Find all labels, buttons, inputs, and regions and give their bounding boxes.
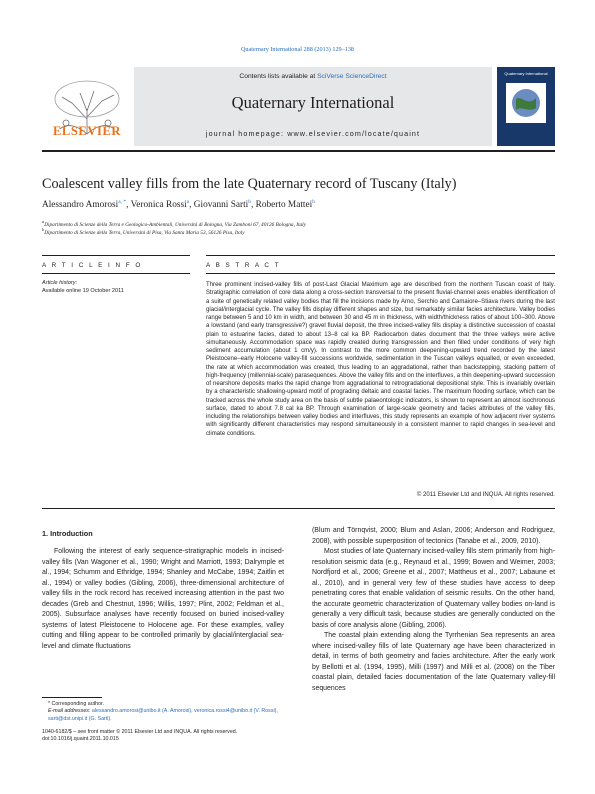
- journal-title: Quaternary International: [231, 93, 395, 112]
- article-info-rule: [42, 255, 190, 256]
- article-info-heading: A R T I C L E I N F O: [42, 262, 143, 269]
- email-list[interactable]: alessandro.amorosi@unibo.it (A. Amorosi), veronica.rossi4@unibo.it (V. Rossi), sarti@dst.unipi.it (G. Sarti).: [48, 708, 278, 722]
- intro-paragraph: Most studies of late Quaternary incised-valley fills stem primarily from high-resolution seismic data (e.g., Reynaud et al., 1999; Bowen and Weimer, 2003; Nordfjord et al., 2006; Greene et al., 2007; Mattheus et al., 2007; Labaune et al., 2010), and in general very few of these studies have access to deep penetrating cores that enable validation of seismic results. On the other hand, the accurate geometric characterization of Quaternary valley bodies on-land is generally a very difficult task, because studies are generally conducted on the basis of core analysis alone (Gibling, 2006).: [312, 548, 555, 629]
- author-name: Roberto Mattei: [255, 200, 313, 211]
- affiliation-text: Dipartimento di Scienze della Terra e Geologico-Ambientali, Università di Bologna, Via Zamboni 67, 40126 Bologna, Italy: [44, 221, 306, 228]
- publication-info: [42, 729, 342, 744]
- cover-image: [506, 83, 546, 123]
- contents-prefix: Contents lists available at: [239, 73, 318, 80]
- paper-title: Coalescent valley fills from the late Quaternary record of Tuscany (Italy): [42, 176, 457, 192]
- author-name: Veronica Rossi: [130, 200, 187, 211]
- intro-paragraph: The coastal plain extending along the Tyrrhenian Sea represents an area where incised-valley fills of late Quaternary age have been characterized in detail, in terms of both geometry and facies architecture. After the early work by Bellotti et al. (1994, 1995), Milli (1997) and Milli et al. (2008) on the Tiber coastal plain, detailed facies documentation of the late Quaternary valley-fill sequences: [312, 632, 555, 692]
- header-rule: [42, 150, 555, 152]
- author-list: Alessandro Amorosi$^{a, *}$, Veronica Rossi$^a$, Giovanni Sarti$^b$, Roberto Mattei$^b$: [42, 199, 315, 211]
- affiliation-sup: a: [42, 219, 45, 224]
- journal-cover-thumbnail: [497, 67, 555, 146]
- abstract-text: Three prominent incised-valley fills of post-Last Glacial Maximum age are described from the northern Tuscan coast of Italy. Stratigraphic correlation of core data along a cross-section transversal to the present fluvial-channel axes enables identification of a suite of genetically related valley bodies that fill the incisions made by Arno, Serchio and Camaiore–Stiava rivers during the last glacial/interglacial cycle. The valley fills display different shapes and size, but remarkably similar facies architecture. Valley bodies range between 5 and 10 km in width, and between 30 and 45 m in thickness, with width/thickness ratios of about 100–300. Above a lowstand (and early transgressive?) gravel fluvial deposit, the three incised-valley fills display a distinctive succession of coastal plain to estuarine facies, dated to about 13–8 cal ka BP. Radiocarbon dates document that the three valleys were active simultaneously. Accommodation space was rapidly created during transgression and then filled under conditions of very high sediment accumulation (about 1 cm/y). In contrast to the more common deepening-upward trend recorded by the latest Pleistocene–early Holocene valley-fill successions worldwide, sedimentation in the Tuscan valleys equalled, or even exceeded, the rate at which accommodation was created, thus leading to an aggradational, rather than backstepping, stacking pattern of high-frequency (millennial-scale) parasequences. Above the valley fills and on the interfluves, a thin deepening-upward succession of nearshore deposits marks the rapid change from aggradational to retrogradational depositional style. This is invariably overlain by a characteristic shallowing-upward motif of prograding deltaic and coastal facies. The maximum flooding surface, which can be tracked across the whole study area on the basis of subtle palaeontologic indicators, is shown to represent an almost isochronous surface, dated to about 7.8 cal ka BP. Through examination of large-scale geometry and facies attributes of the valley fills, including the relationships between valley bodies and interfluves, this study represents an example of how adjacent river systems with significantly different characteristics may respond simultaneously in a consistent manner to rapid changes in sea-level and climate conditions.: [206, 282, 555, 437]
- author-name: Giovanni Sarti: [193, 200, 249, 211]
- author-name: Alessandro Amorosi: [42, 200, 119, 211]
- author-sup[interactable]: b: [248, 199, 251, 205]
- author-sup[interactable]: b: [312, 199, 315, 205]
- contents-line: [134, 73, 492, 80]
- journal-homepage[interactable]: journal homepage: www.elsevier.com/locate/quaint: [205, 129, 421, 138]
- affiliation-text: Dipartimento di Scienze della Terra, Università di Pisa, Via Santa Maria 53, 56126 Pisa, Italy: [44, 229, 245, 236]
- cover-globe-icon: [506, 83, 546, 123]
- doi-line[interactable]: doi:10.1016/j.quaint.2011.10.015: [42, 736, 119, 743]
- email-label: E-mail addresses:: [48, 708, 91, 715]
- intro-paragraph: (Blum and Törnqvist, 2000; Blum and Aslan, 2006; Anderson and Rodriguez, 2008), with possible superposition of tectonics (Tanabe et al., 2009, 2010).: [312, 527, 555, 545]
- running-head[interactable]: Quaternary International 288 (2013) 129–138: [240, 46, 355, 53]
- intro-right-column: [312, 526, 555, 694]
- issn-line: 1040-6182/$ – see front matter © 2011 Elsevier Ltd and INQUA. All rights reserved.: [42, 729, 238, 735]
- section-heading-introduction: 1. Introduction: [42, 529, 93, 538]
- affiliation-sup: b: [42, 227, 45, 232]
- article-history-value: Available online 19 October 2011: [42, 288, 124, 294]
- abstract-rule: [206, 255, 555, 256]
- article-history-label: Article history:: [42, 280, 78, 286]
- intro-paragraph: Following the interest of early sequence-stratigraphic models in incised-valley fills (Van Wagoner et al., 1990; Wright and Marriott, 1993; Dalrymple et al., 1994; Schumm and Ethridge, 1994; Shanley and McCabe, 1994; Zaitlin et al., 1994) or valley bodies (Gibling, 2006), three-dimensional architecture of valley fills in the rock record has received increasing attention in the past two decades (Greb and Chestnut, 1996; Willis, 1997; Plint, 2002; Feldman et al., 2005). Subsurface analyses have recently focused on buried incised-valley systems of latest Pleistocene to Holocene age. For these examples, valley cutting and filling appear to be controlled primarily by glacial/interglacial sea-level and climate fluctuations: [42, 548, 284, 650]
- email-addresses: [42, 708, 282, 723]
- corresponding-author-note: * Corresponding author.: [48, 701, 104, 707]
- abstract-bottom-rule: [42, 508, 555, 509]
- author-sup[interactable]: a: [186, 199, 190, 205]
- affiliation: [42, 227, 245, 236]
- elsevier-logo-text: ELSEVIER: [52, 124, 122, 138]
- abstract-copyright: © 2011 Elsevier Ltd and INQUA. All rights reserved.: [416, 492, 555, 498]
- abstract-heading: A B S T R A C T: [206, 262, 281, 269]
- intro-left-column: [42, 547, 284, 652]
- author-sup[interactable]: a, *: [118, 199, 127, 205]
- sciencedirect-link[interactable]: SciVerse ScienceDirect: [317, 73, 387, 80]
- footnote: [42, 701, 282, 723]
- cover-title: Quaternary International: [504, 71, 548, 76]
